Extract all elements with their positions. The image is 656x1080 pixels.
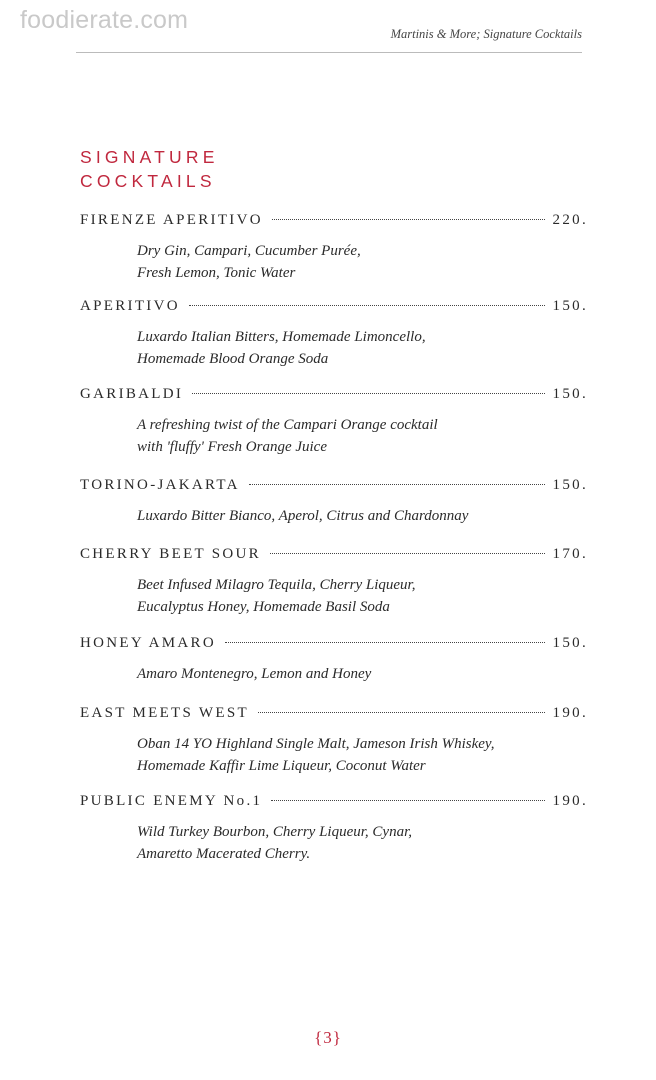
dot-leader <box>225 642 545 643</box>
running-head: Martinis & More; Signature Cocktails <box>390 27 582 41</box>
item-description-line: Fresh Lemon, Tonic Water <box>137 265 296 281</box>
menu-item-header <box>80 793 588 821</box>
item-name: EAST MEETS WEST <box>80 705 249 721</box>
item-name: CHERRY BEET SOUR <box>80 546 261 562</box>
watermark-text: foodierate.com <box>20 6 189 34</box>
item-description <box>137 414 588 458</box>
item-name: GARIBALDI <box>80 386 184 402</box>
dot-leader <box>258 712 545 713</box>
dot-leader <box>271 800 544 801</box>
menu-item-header <box>80 477 588 505</box>
menu-item-garibaldi <box>80 386 588 458</box>
item-name: TORINO-JAKARTA <box>80 477 240 493</box>
section-title-line-2: COCKTAILS <box>80 171 216 191</box>
dot-leader <box>189 305 545 306</box>
item-description-line: Oban 14 YO Highland Single Malt, Jameson Irish Whiskey, <box>137 736 495 752</box>
item-description-line: Homemade Blood Orange Soda <box>137 351 329 367</box>
dot-leader <box>272 219 545 220</box>
item-description-line: A refreshing twist of the Campari Orange cocktail <box>137 417 438 433</box>
cocktail-menu <box>80 212 588 865</box>
item-description-line: Amaretto Macerated Cherry. <box>137 846 311 862</box>
dot-leader <box>270 553 545 554</box>
menu-item-cherry-beet-sour <box>80 546 588 618</box>
item-description <box>137 663 588 685</box>
dot-leader <box>249 484 545 485</box>
dot-leader <box>192 393 544 394</box>
menu-item-honey-amaro <box>80 635 588 685</box>
item-name: PUBLIC ENEMY No.1 <box>80 793 263 809</box>
item-price: 220. <box>552 212 588 228</box>
item-description <box>137 733 588 777</box>
item-name: APERITIVO <box>80 298 180 314</box>
menu-item-firenze-aperitivo <box>80 212 588 284</box>
item-description <box>137 505 588 527</box>
menu-item-header <box>80 635 588 663</box>
item-description-line: Beet Infused Milagro Tequila, Cherry Liqueur, <box>137 577 416 593</box>
item-price: 190. <box>552 793 588 809</box>
item-description <box>137 821 588 865</box>
page-number: {3} <box>314 1028 342 1047</box>
item-description-line: Eucalyptus Honey, Homemade Basil Soda <box>137 599 390 615</box>
item-description-line: Wild Turkey Bourbon, Cherry Liqueur, Cynar, <box>137 824 413 840</box>
item-description-line: with 'fluffy' Fresh Orange Juice <box>137 439 327 455</box>
item-description-line: Luxardo Italian Bitters, Homemade Limoncello, <box>137 329 426 345</box>
item-description-line: Luxardo Bitter Bianco, Aperol, Citrus and Chardonnay <box>137 508 469 524</box>
item-price: 170. <box>552 546 588 562</box>
item-price: 150. <box>552 635 588 651</box>
menu-item-east-meets-west <box>80 705 588 777</box>
item-price: 190. <box>552 705 588 721</box>
item-price: 150. <box>552 386 588 402</box>
item-name: HONEY AMARO <box>80 635 216 651</box>
menu-item-aperitivo <box>80 298 588 370</box>
item-price: 150. <box>552 477 588 493</box>
menu-item-header <box>80 386 588 414</box>
item-description-line: Dry Gin, Campari, Cucumber Purée, <box>137 243 361 259</box>
header-divider <box>76 52 582 53</box>
menu-item-header <box>80 546 588 574</box>
menu-item-public-enemy-no1 <box>80 793 588 865</box>
menu-item-header <box>80 212 588 240</box>
section-title-line-1: SIGNATURE <box>80 147 219 167</box>
item-description <box>137 326 588 370</box>
item-description <box>137 574 588 618</box>
item-price: 150. <box>552 298 588 314</box>
section-title <box>80 145 219 193</box>
item-name: FIRENZE APERITIVO <box>80 212 263 228</box>
menu-item-torino-jakarta <box>80 477 588 527</box>
item-description-line: Amaro Montenegro, Lemon and Honey <box>137 666 372 682</box>
item-description-line: Homemade Kaffir Lime Liqueur, Coconut Water <box>137 758 426 774</box>
item-description <box>137 240 588 284</box>
menu-item-header <box>80 705 588 733</box>
menu-item-header <box>80 298 588 326</box>
